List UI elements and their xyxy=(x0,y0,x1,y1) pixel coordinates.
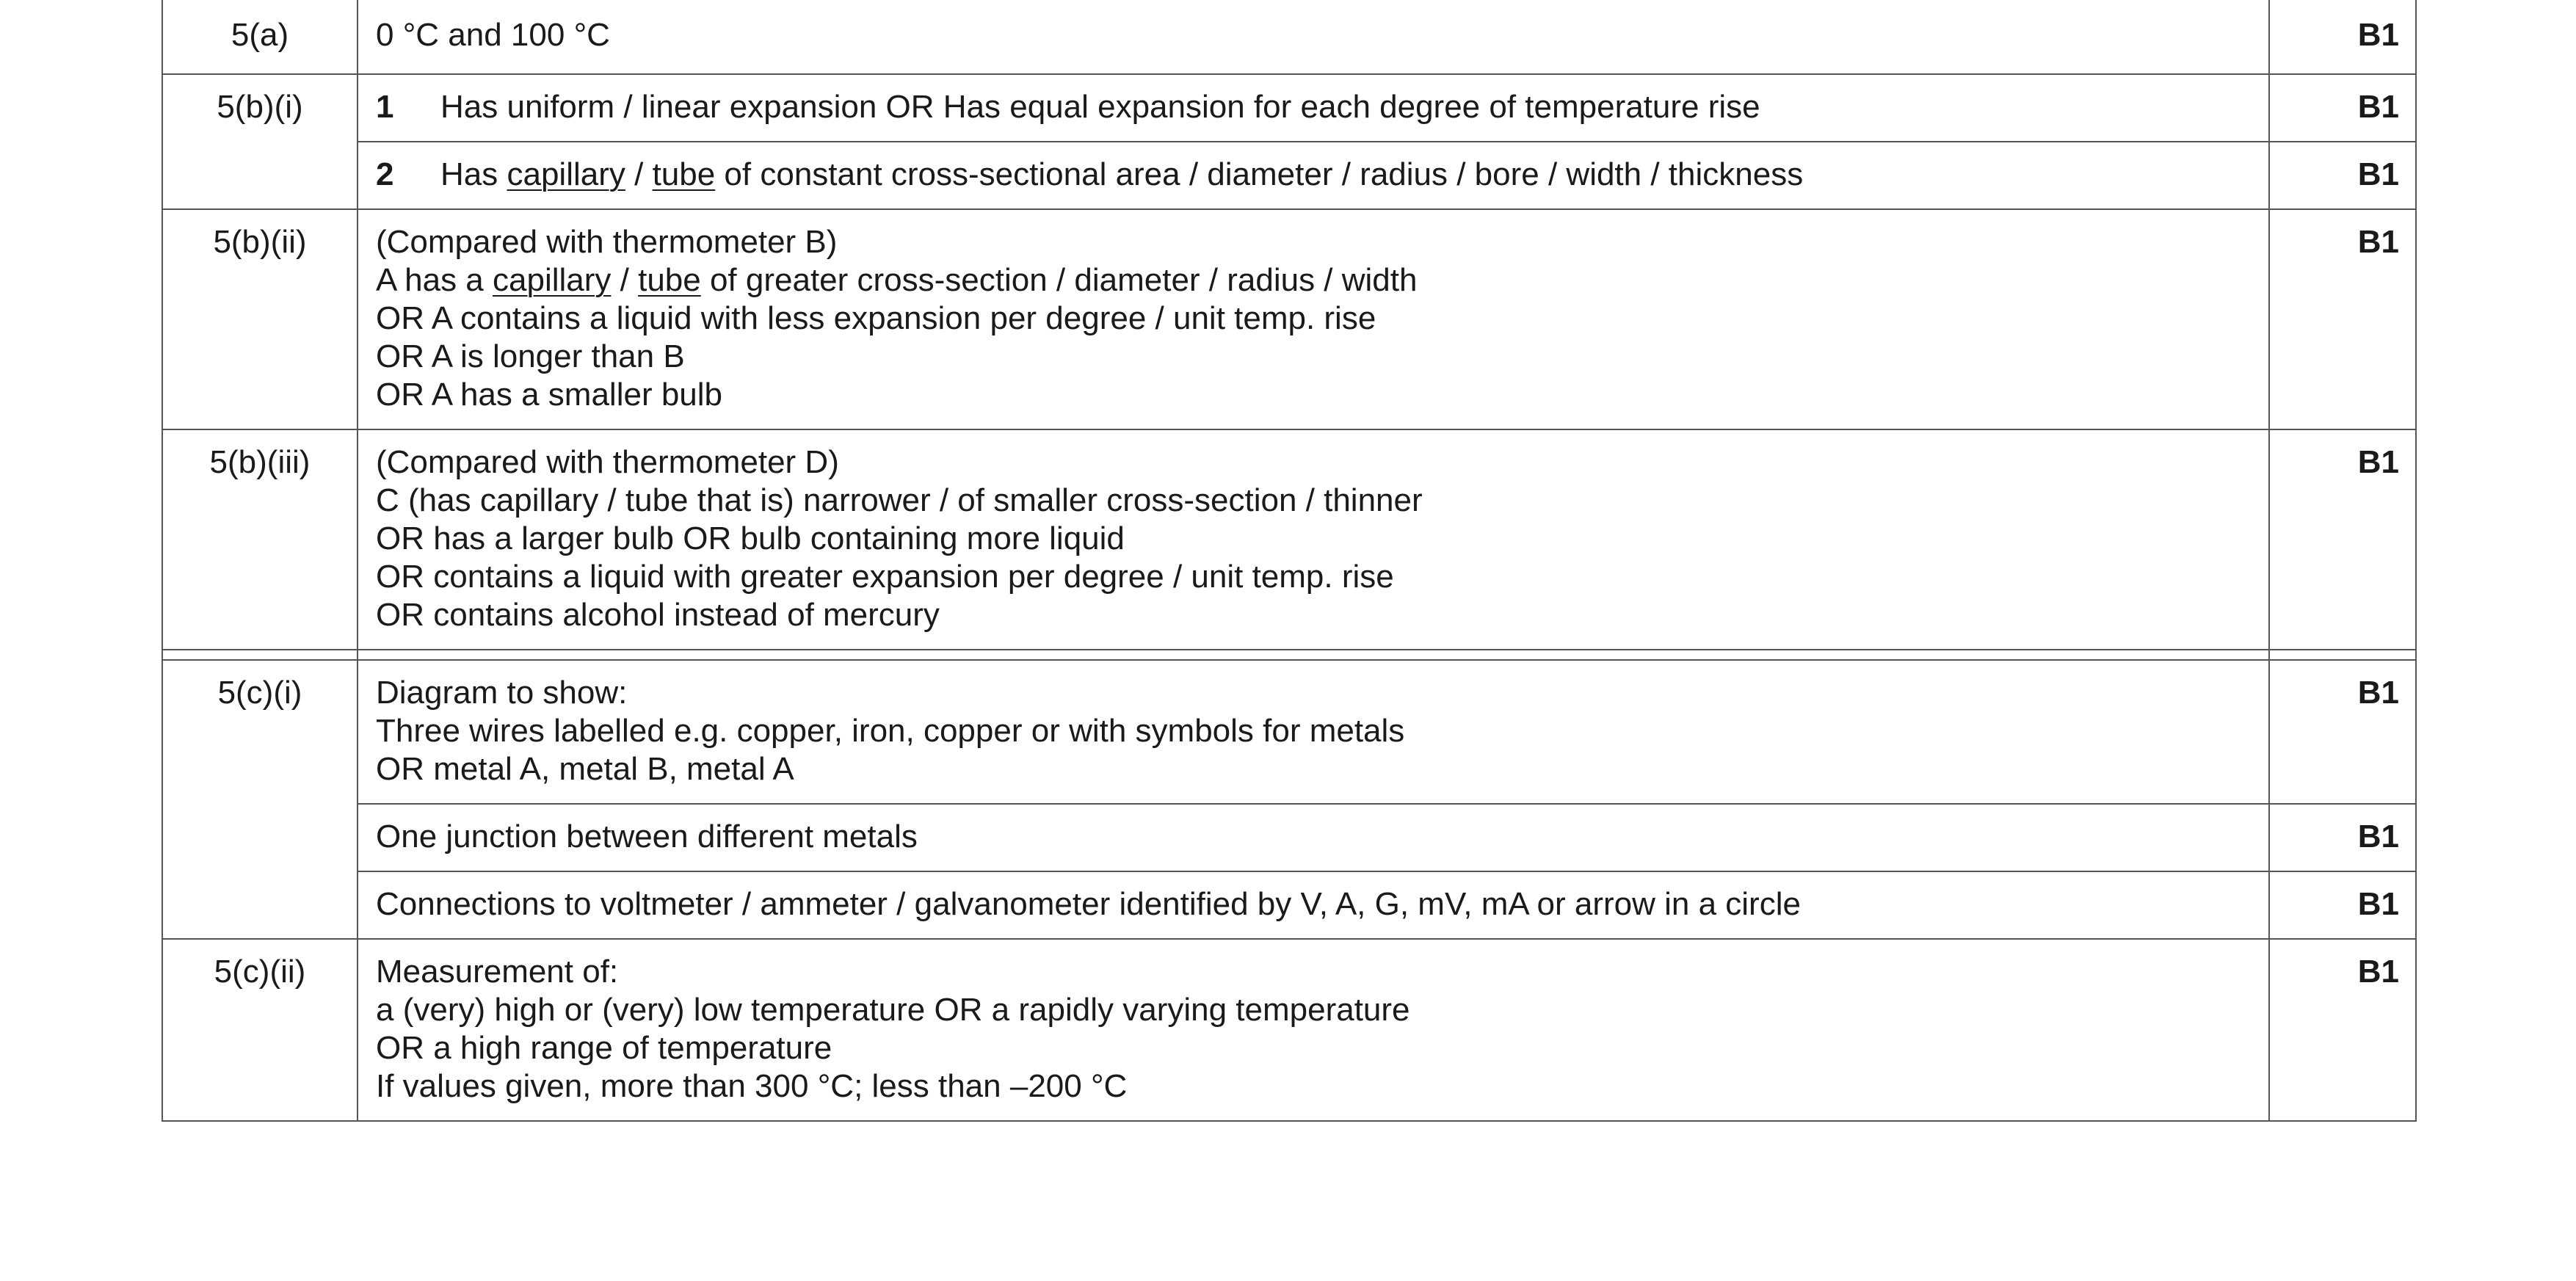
answer-line: OR a high range of temperature xyxy=(376,1030,832,1066)
table-row xyxy=(162,74,2416,142)
answer-line: (Compared with thermometer D) xyxy=(376,444,839,480)
question-number: 5(a) xyxy=(162,0,358,74)
question-number: 5(b)(ii) xyxy=(162,209,358,429)
underlined-term: capillary xyxy=(507,156,625,192)
table-row xyxy=(162,939,2416,1121)
mark-cell: B1 xyxy=(2269,871,2416,939)
answer-line: OR contains a liquid with greater expansion per degree / unit temp. rise xyxy=(376,559,1394,595)
answer-line: OR A has a smaller bulb xyxy=(376,377,723,413)
question-number: 5(c)(i) xyxy=(162,660,358,939)
answer-line: Diagram to show: xyxy=(376,675,628,711)
table-row xyxy=(162,142,2416,209)
answer-line: If values given, more than 300 °C; less than –200 °C xyxy=(376,1068,1128,1104)
answer-cell xyxy=(358,939,2269,1121)
answer-cell xyxy=(358,142,2269,209)
answer-line: OR A is longer than B xyxy=(376,338,685,374)
mark-cell: B1 xyxy=(2269,0,2416,74)
separator-cell xyxy=(358,650,2269,660)
table-row xyxy=(162,871,2416,939)
answer-line xyxy=(376,88,2252,126)
table-row xyxy=(162,660,2416,804)
answer-cell xyxy=(358,660,2269,804)
answer-line xyxy=(376,261,2252,300)
answer-line: Three wires labelled e.g. copper, iron, copper or with symbols for metals xyxy=(376,713,1405,749)
answer-line: (Compared with thermometer B) xyxy=(376,224,838,260)
question-number: 5(b)(i) xyxy=(162,74,358,209)
underlined-term: tube xyxy=(638,262,701,298)
answer-line: C (has capillary / tube that is) narrower / of smaller cross-section / thinner xyxy=(376,482,1423,518)
section-separator xyxy=(162,650,2416,660)
separator-cell xyxy=(162,650,358,660)
answer-line: Measurement of: xyxy=(376,954,619,990)
item-number: 2 xyxy=(376,156,394,192)
mark-cell: B1 xyxy=(2269,804,2416,871)
answer-line: OR metal A, metal B, metal A xyxy=(376,751,794,787)
underlined-term: tube xyxy=(652,156,716,192)
separator-cell xyxy=(2269,650,2416,660)
answer-cell xyxy=(358,74,2269,142)
answer-line: OR has a larger bulb OR bulb containing more liquid xyxy=(376,520,1125,556)
question-number: 5(b)(iii) xyxy=(162,429,358,650)
mark-cell: B1 xyxy=(2269,142,2416,209)
answer-cell xyxy=(358,871,2269,939)
mark-scheme-page xyxy=(162,0,2415,1122)
table-row xyxy=(162,209,2416,429)
mark-cell: B1 xyxy=(2269,74,2416,142)
table-row xyxy=(162,429,2416,650)
answer-line: OR A contains a liquid with less expansion per degree / unit temp. rise xyxy=(376,300,1376,336)
answer-cell xyxy=(358,209,2269,429)
answer-line xyxy=(376,156,2252,194)
answer-line: OR contains alcohol instead of mercury xyxy=(376,597,940,633)
mark-cell: B1 xyxy=(2269,209,2416,429)
answer-text: 0 °C and 100 °C xyxy=(376,17,610,53)
answer-line: One junction between different metals xyxy=(376,819,918,854)
table-row xyxy=(162,804,2416,871)
table-row xyxy=(162,0,2416,74)
mark-cell: B1 xyxy=(2269,939,2416,1121)
answer-text: Has uniform / linear expansion OR Has equal expansion for each degree of temperature rise xyxy=(440,89,1760,125)
mark-cell: B1 xyxy=(2269,660,2416,804)
answer-text-post: of greater cross-section / diameter / radius / width xyxy=(700,262,1418,298)
answer-line: a (very) high or (very) low temperature OR a rapidly varying temperature xyxy=(376,992,1410,1028)
item-number: 1 xyxy=(376,89,394,125)
answer-text-mid: / xyxy=(611,262,639,298)
answer-text-pre: A has a xyxy=(376,262,493,298)
answer-line: Connections to voltmeter / ammeter / galvanometer identified by V, A, G, mV, mA or arrow in a circle xyxy=(376,886,1801,922)
mark-cell: B1 xyxy=(2269,429,2416,650)
mark-scheme-table xyxy=(162,0,2417,1122)
answer-text-pre: Has xyxy=(440,156,507,192)
answer-cell xyxy=(358,804,2269,871)
answer-cell xyxy=(358,429,2269,650)
question-number: 5(c)(ii) xyxy=(162,939,358,1121)
answer-cell xyxy=(358,0,2269,74)
underlined-term: capillary xyxy=(493,262,612,298)
answer-text-post: of constant cross-sectional area / diameter / radius / bore / width / thickness xyxy=(715,156,1804,192)
answer-text-mid: / xyxy=(625,156,653,192)
